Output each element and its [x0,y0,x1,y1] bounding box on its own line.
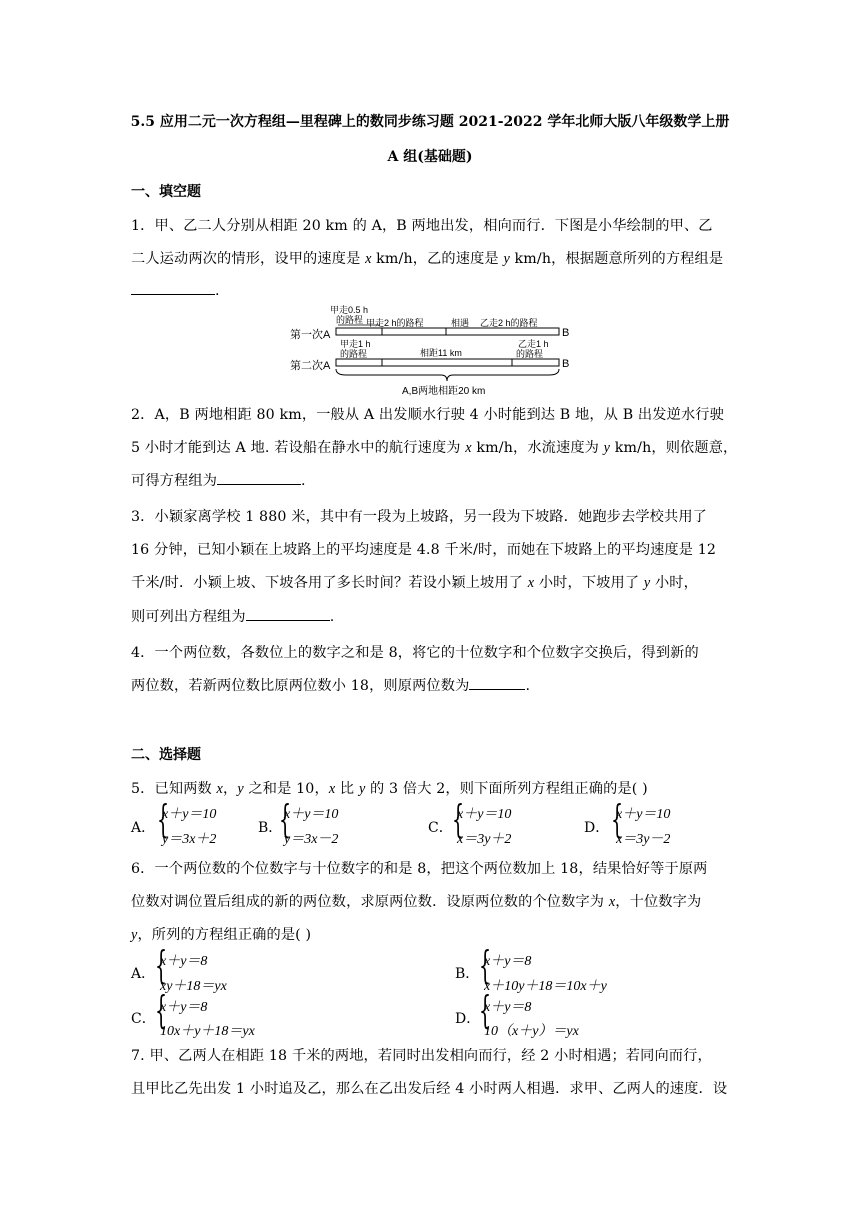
q5-option-d[interactable] [584,817,609,837]
text-run: 的 3 倍大 2，则下面所列方程组正确的是( ) [365,781,648,797]
label-jia05-b: 的路程 [336,315,364,325]
system-brace: { [279,797,292,841]
text-run: 两位数，若新两位数比原两位数小 18，则原两位数为 [131,678,470,694]
system-brace: { [155,943,168,987]
system-brace: { [611,797,624,841]
q3-line1: 3．小颖家离学校 1 880 米，其中有一段为上坡路，另一段为下坡路．她跑步去学校共用了 [131,509,708,525]
q4-line2 [131,675,530,695]
label-b-2: B [562,358,570,370]
q5-option-a[interactable] [131,817,155,837]
text-run: y [358,781,366,797]
equation-line: x＝3y－2 [616,832,671,847]
text-run: . [525,678,531,694]
label-first-trip: 第一次A [290,329,331,341]
option-label: A． [131,966,156,982]
q5-stem [131,778,648,798]
text-run: x [216,781,223,797]
text-run: x [465,440,472,456]
label-gap: 相距11 km [420,348,462,358]
equation-line: y＝3x＋2 [162,832,217,847]
text-run: 千米/时．小颖上坡、下坡各用了多长时间？若设小颖上坡用了 [131,575,528,591]
answer-blank [246,607,330,621]
q2-line1: 2．A，B 两地相距 80 km，一般从 A 出发顺水行驶 4 小时能到达 B 地，从 B 出发逆水行驶 [131,407,724,423]
text-run: x [527,575,535,591]
q6-option-b[interactable] [455,963,479,983]
equation-line: x＋y＝10 [616,807,671,822]
equation-line: 10x＋y＋18＝yx [160,1024,255,1039]
label-jia2: 甲走2 h的路程 [366,318,424,328]
text-run: 5 小时才能到达 A 地. 若设船在静水中的航行速度为 [131,440,466,456]
text-run: km/h，根据题意所列的方程组是 [509,251,724,267]
system-brace: { [155,988,168,1032]
label-yi1-b: 的路程 [516,349,544,359]
text-run: 则可列出方程组为 [131,609,246,625]
motion-diagram [286,303,576,399]
q6-option-d[interactable] [455,1008,480,1028]
answer-blank [131,281,215,295]
text-run: km/h，水流速度为 [471,440,604,456]
label-jia05-a: 甲走0.5 h [330,305,369,315]
answer-blank [217,471,301,485]
route-bar-2 [336,359,559,366]
equation-line: xy＋18＝yx [160,979,227,994]
text-run: 位数对调位置后组成的新的两位数，求原两位数．设原两位数的个位数字为 [131,894,609,910]
q6-line1: 6．一个两位数的个位数字与十位数字的和是 8，把这个两位数加上 18，结果恰好等于原两 [131,861,708,877]
q3-line4 [131,606,334,626]
equation-line: x＋y＝10 [284,807,339,822]
text-run: y [503,251,510,267]
q1-line3 [131,281,220,299]
text-run: 小时，下坡用了 [534,575,644,591]
q7-line2: 且甲比乙先出发 1 小时追及乙，那么在乙出发后经 4 小时两人相遇．求甲、乙两人的速度．设 [131,1081,728,1097]
text-run: y [603,440,611,456]
label-meet: 相遇 [451,318,470,328]
equation-line: x＋y＝8 [160,954,208,969]
text-run: . [215,283,220,299]
system-brace: { [479,988,492,1032]
section-fill-blank: 一、填空题 [131,184,201,200]
equation-line: x＋y＝10 [457,807,512,822]
equation-line: x＋y＝10 [162,807,217,822]
option-label: A． [131,820,156,836]
label-yi1-a: 乙走1 h [518,339,549,349]
text-run: ，所列的方程组正确的是( ) [137,927,312,943]
option-label: D． [584,820,610,836]
text-run: 小时， [650,575,698,591]
text-run: y [643,575,651,591]
text-run: x [608,894,616,910]
option-label: B． [258,820,283,836]
text-run: y [131,927,138,943]
q1-line1: 1．甲、乙二人分别从相距 20 km 的 A，B 两地出发，相向而行．下图是小华绘制的甲、乙 [131,218,713,234]
text-run: 比 [335,781,359,797]
text-run: . [329,609,335,625]
q2-line3 [131,470,306,490]
q2-line2 [131,437,737,457]
equation-line: 10（x＋y）＝yx [484,1024,579,1039]
text-run: 二人运动两次的情形，设甲的速度是 [131,251,366,267]
equation-line: x＋y＝8 [484,954,532,969]
text-run: x [328,781,336,797]
text-run: 之和是 10， [243,781,329,797]
system-brace: { [157,797,170,841]
q5-option-c[interactable] [428,817,453,837]
text-run: 5．已知两数 [131,781,217,797]
section-multiple-choice: 二、选择题 [131,747,201,763]
text-run: . [301,473,306,489]
label-yi2: 乙走2 h的路程 [480,318,538,328]
text-run: km/h，则依题意， [610,440,738,456]
option-label: D． [455,1011,481,1027]
text-run: 可得方程组为 [131,473,218,489]
q6-option-c[interactable] [131,1008,156,1028]
system-brace: { [452,797,465,841]
equation-line: x＋10y＋18＝10x＋y [484,979,607,994]
q7-line1: 7. 甲、乙两人在相距 18 千米的两地，若同时出发相向而行，经 2 小时相遇；若同向而行， [131,1048,712,1064]
group-heading: A 组(基础题) [387,149,473,165]
label-b-1: B [562,327,570,339]
label-total: A,B两地相距20 km [402,386,486,397]
document-title: 5.5 应用二元一次方程组—里程碑上的数同步练习题 2021-2022 学年北师大版八年级数学上册 [130,114,730,130]
q6-line3 [131,924,311,944]
q1-line2 [131,248,723,268]
equation-line: x＋y＝8 [160,1000,208,1015]
text-run: x [365,251,372,267]
system-brace: { [479,943,492,987]
answer-blank [469,676,525,690]
option-label: C． [131,1011,156,1027]
route-bar-1 [336,328,559,335]
q4-line1: 4．一个两位数，各数位上的数字之和是 8，将它的十位数字和个位数字交换后，得到新的 [131,645,699,661]
text-run: km/h，乙的速度是 [371,251,504,267]
q6-option-a[interactable] [131,963,155,983]
option-label: B． [455,966,480,982]
text-run: ， [222,781,238,797]
q6-line2 [131,891,701,911]
q3-line2: 16 分钟，已知小颖在上坡路上的平均速度是 4.8 千米/时，而她在下坡路上的平均速度是 12 [131,542,717,558]
equation-line: x＋y＝8 [484,1000,532,1015]
equation-line: x＝3y＋2 [457,832,512,847]
label-jia1-a: 甲走1 h [340,339,371,349]
label-second-trip: 第二次A [290,360,331,372]
text-run: y [237,781,244,797]
option-label: C． [428,820,453,836]
q3-line3 [131,572,698,592]
label-jia1-b: 的路程 [340,349,368,359]
equation-line: y＝3x－2 [284,832,339,847]
text-run: ，十位数字为 [615,894,702,910]
